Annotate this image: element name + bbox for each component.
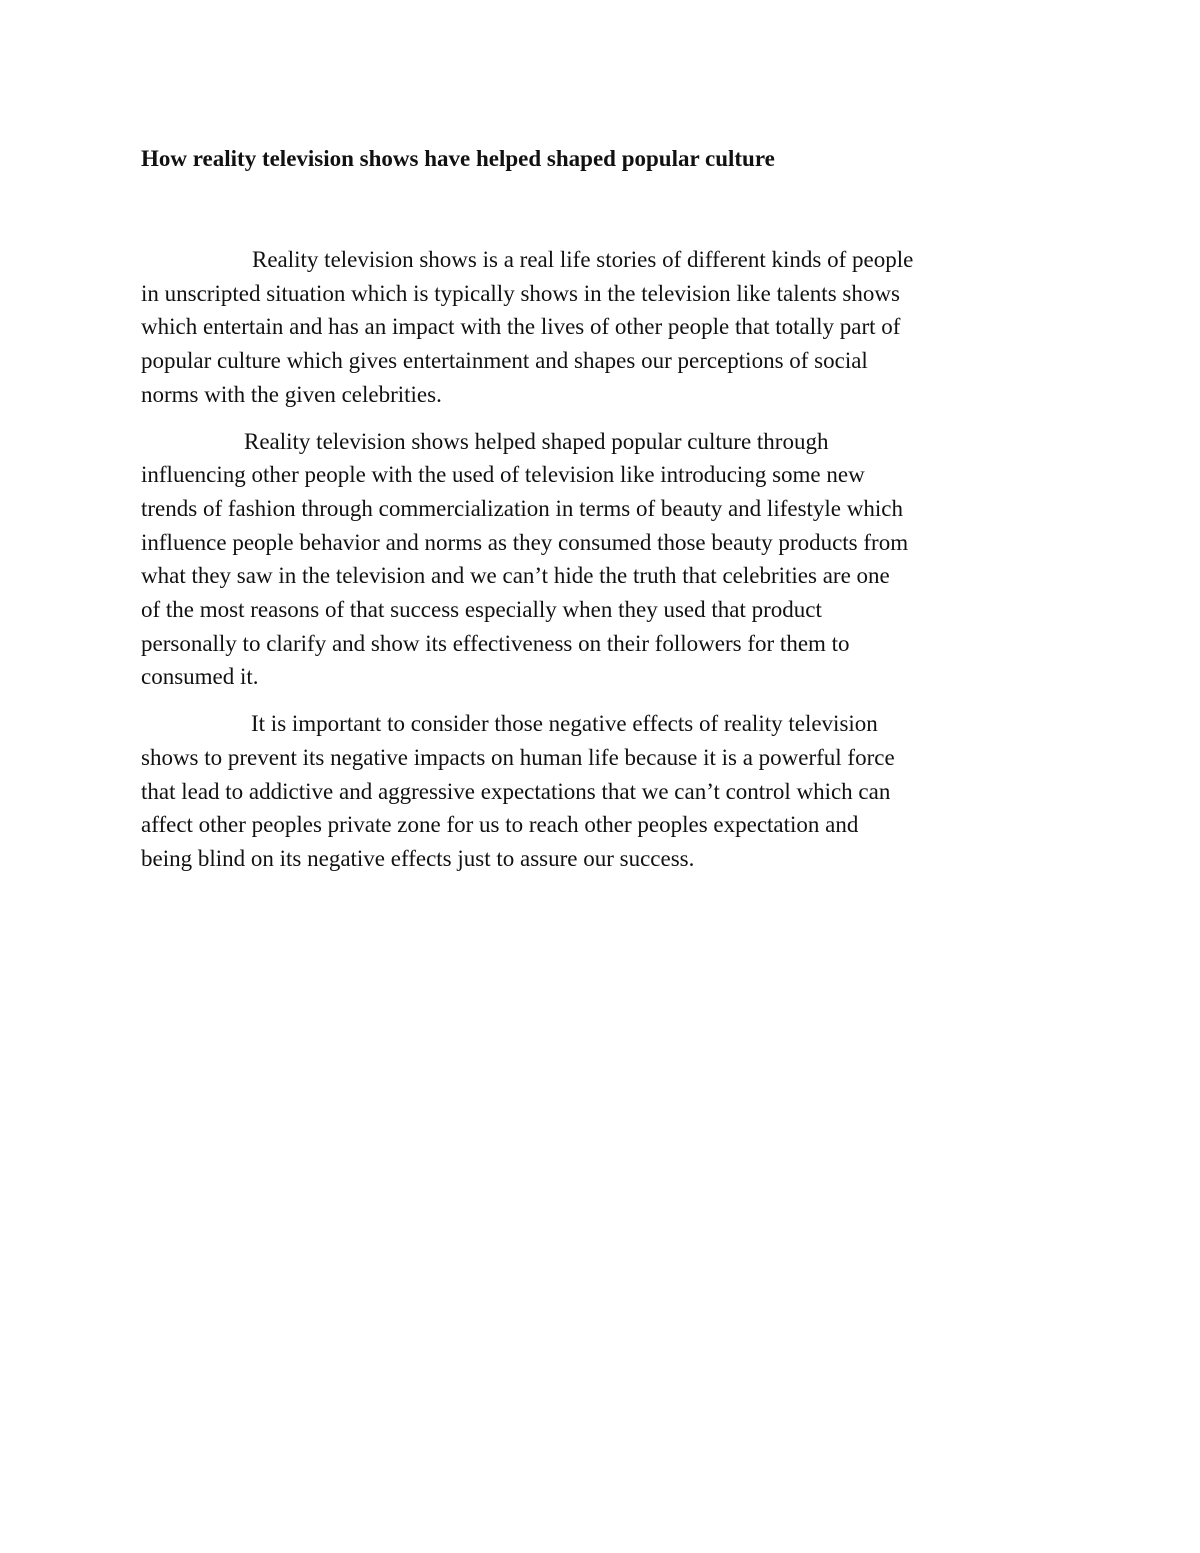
paragraph-line: Reality television shows is a real life stories of different kinds of people — [252, 247, 914, 272]
paragraph-line: personally to clarify and show its effectiveness on their followers for them to — [141, 630, 850, 656]
paragraph-line: of the most reasons of that success especially when they used that product — [141, 597, 822, 623]
paragraph-line: popular culture which gives entertainment and shapes our perceptions of social — [141, 348, 868, 374]
paragraph-line: influencing other people with the used of television like introducing some new — [141, 462, 865, 488]
paragraph-line: in unscripted situation which is typically shows in the television like talents shows — [141, 280, 900, 306]
paragraph-2 — [141, 425, 1076, 695]
paragraph-line: trends of fashion through commercialization in terms of beauty and lifestyle which — [141, 495, 903, 521]
paragraph-1 — [141, 243, 1076, 412]
paragraph-line: being blind on its negative effects just to assure our success. — [141, 845, 695, 871]
paragraph-line: It is important to consider those negative effects of reality television — [251, 711, 878, 737]
paragraph-line: Reality television shows helped shaped popular culture through — [244, 428, 829, 454]
document-body — [141, 243, 1076, 889]
paragraph-line: shows to prevent its negative impacts on human life because it is a powerful force — [141, 744, 895, 770]
paragraph-line: that lead to addictive and aggressive expectations that we can’t control which can — [141, 778, 891, 804]
paragraph-line: consumed it. — [141, 664, 259, 690]
paragraph-line: what they saw in the television and we can’t hide the truth that celebrities are one — [141, 563, 890, 589]
paragraph-line: affect other peoples private zone for us to reach other peoples expectation and — [141, 812, 859, 838]
document-title: How reality television shows have helped shaped popular culture — [141, 146, 775, 171]
paragraph-line: norms with the given celebrities. — [141, 381, 442, 407]
paragraph-line: influence people behavior and norms as they consumed those beauty products from — [141, 529, 909, 555]
paragraph-line: which entertain and has an impact with the lives of other people that totally part of — [141, 314, 901, 340]
paragraph-3 — [141, 707, 1076, 876]
